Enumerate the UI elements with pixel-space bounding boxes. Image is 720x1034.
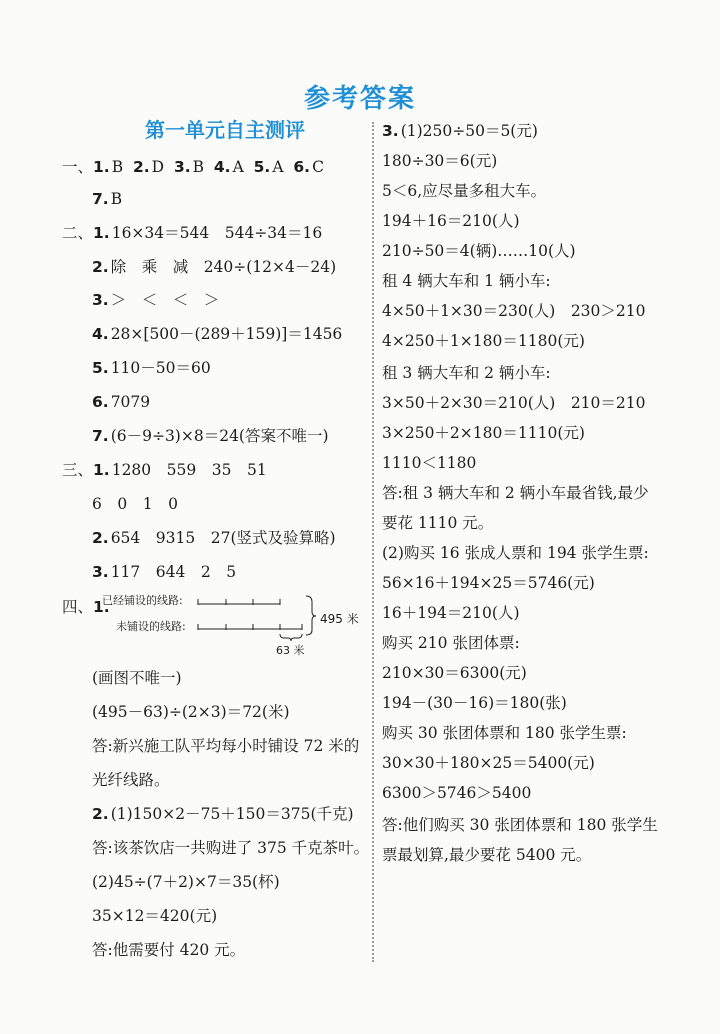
- answer-row-6: 4. 28×[500－(289＋159)]＝1456: [92, 325, 343, 343]
- answer-row-8: 6. 7079: [92, 393, 151, 411]
- right-row-4: 194＋16＝210(人): [382, 212, 520, 230]
- right-row-5: 210÷50＝4(辆)……10(人): [382, 242, 576, 260]
- right-row-11: 3×250＋2×180＝1110(元): [382, 424, 585, 442]
- answer-row-7: 5. 110－50＝60: [92, 359, 211, 377]
- right-row-6: 租 4 辆大车和 1 辆小车:: [382, 272, 551, 290]
- answer-row-2: 7. B: [92, 190, 123, 208]
- right-row-2: 180÷30＝6(元): [382, 152, 498, 170]
- right-row-23: 6300＞5746＞5400: [382, 784, 532, 802]
- right-row-8: 4×250＋1×180＝1180(元): [382, 332, 585, 350]
- answer-row-9: 7. (6－9÷3)×8＝24(答案不唯一): [92, 427, 329, 445]
- answer-row-23: 答:他需要付 420 元。: [92, 941, 246, 959]
- page-title: 参考答案: [303, 84, 416, 114]
- right-row-13: 答:租 3 辆大车和 2 辆小车最省钱,最少: [382, 484, 649, 502]
- answer-row-19: 2. (1)150×2－75＋150＝375(千克): [92, 805, 354, 823]
- answer-row-18: 光纤线路。: [92, 771, 170, 789]
- answer-row-20: 答:该茶饮店一共购进了 375 千克茶叶。: [92, 839, 370, 857]
- answer-row-17: 答:新兴施工队平均每小时铺设 72 米的: [92, 737, 360, 755]
- difference-label: 63 米: [276, 644, 305, 657]
- section-title: 第一单元自主测评: [145, 118, 305, 142]
- answer-row-4: 2. 除 乘 减 240÷(12×4－24): [92, 258, 337, 276]
- right-row-16: 56×16＋194×25＝5746(元): [382, 574, 595, 592]
- right-row-24: 答:他们购买 30 张团体票和 180 张学生: [382, 816, 658, 834]
- answer-row-22: 35×12＝420(元): [92, 907, 218, 925]
- answer-row-10: 三、1. 1280 559 35 51: [62, 461, 267, 479]
- right-row-15: (2)购买 16 张成人票和 194 张学生票:: [382, 544, 649, 562]
- right-row-1: 3. (1)250÷50＝5(元): [382, 122, 538, 140]
- line-segment-diagram: [86, 588, 359, 658]
- answer-row-14: 四、1.: [62, 598, 110, 616]
- right-row-19: 210×30＝6300(元): [382, 664, 527, 682]
- answer-row-15: (画图不唯一): [92, 669, 182, 687]
- right-row-12: 1110＜1180: [382, 454, 477, 472]
- right-row-17: 16＋194＝210(人): [382, 604, 520, 622]
- answer-row-13: 3. 117 644 2 5: [92, 563, 237, 581]
- right-row-14: 要花 1110 元。: [382, 514, 494, 532]
- total-length-label: 495 米: [320, 612, 359, 626]
- right-row-25: 票最划算,最少要花 5400 元。: [382, 846, 592, 864]
- right-row-22: 30×30＋180×25＝5400(元): [382, 754, 595, 772]
- right-row-21: 购买 30 张团体票和 180 张学生票:: [382, 724, 627, 742]
- right-row-7: 4×50＋1×30＝230(人) 230＞210: [382, 302, 646, 320]
- answer-row-3: 二、1. 16×34＝544 544÷34＝16: [62, 224, 323, 242]
- right-row-20: 194－(30－16)＝180(张): [382, 694, 567, 712]
- laid-route-label: 已经铺设的线路:: [102, 594, 183, 607]
- column-divider: [372, 122, 374, 962]
- right-row-9: 租 3 辆大车和 2 辆小车:: [382, 364, 551, 382]
- right-row-3: 5＜6,应尽量多租大车。: [382, 182, 547, 200]
- unlaid-route-label: 未铺设的线路:: [116, 620, 186, 633]
- segment-lines: [86, 588, 356, 658]
- answer-row-5: 3. ＞ ＜ ＜ ＞: [92, 291, 220, 309]
- answer-row-11: 6 0 1 0: [92, 495, 178, 513]
- answer-row-21: (2)45÷(7＋2)×7＝35(杯): [92, 873, 280, 891]
- answer-row-1: 一、1. B 2. D 3. B 4. A 5. A 6. C: [62, 158, 324, 176]
- answer-row-16: (495－63)÷(2×3)＝72(米): [92, 703, 290, 721]
- answer-row-12: 2. 654 9315 27(竖式及验算略): [92, 529, 336, 547]
- right-row-10: 3×50＋2×30＝210(人) 210＝210: [382, 394, 646, 412]
- right-row-18: 购买 210 张团体票:: [382, 634, 520, 652]
